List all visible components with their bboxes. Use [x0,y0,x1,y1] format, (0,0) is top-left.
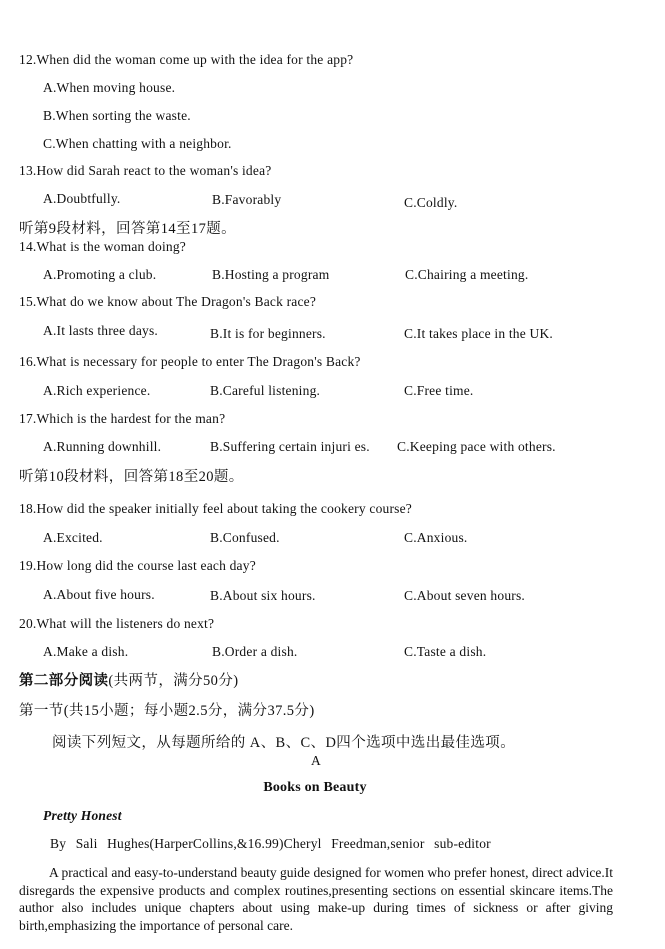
question-19: 19.How long did the course last each day? [19,558,256,573]
q14-option-c: C.Chairing a meeting. [405,267,529,282]
q18-option-c: C.Anxious. [404,530,468,545]
q20-option-b: B.Order a dish. [212,644,298,659]
q15-option-c: C.It takes place in the UK. [404,326,553,341]
q15-option-a: A.It lasts three days. [43,323,158,338]
q13-option-b: B.Favorably [212,192,282,207]
q19-option-a: A.About five hours. [43,587,155,602]
q14-option-b: B.Hosting a program [212,267,330,282]
question-18: 18.How did the speaker initially feel about taking the cookery course? [19,501,413,516]
q18-option-b: B.Confused. [210,530,280,545]
q18-option-a: A.Excited. [43,530,103,545]
q16-option-a: A.Rich experience. [43,383,151,398]
q17-option-a: A.Running downhill. [43,439,162,454]
q20-option-a: A.Make a dish. [43,644,129,659]
q12-option-c: C.When chatting with a neighbor. [43,136,232,151]
book-title: Pretty Honest [43,808,122,823]
passage-letter: A [311,753,321,768]
part-two-heading [19,673,238,689]
reading-instruction: 阅读下列短文，从每题所给的 A、B、C、D四个选项中选出最佳选项。 [52,735,516,751]
q19-option-b: B.About six hours. [210,588,316,603]
book-review-paragraph [19,864,613,934]
q16-option-b: B.Careful listening. [210,383,321,398]
part-two-score: (共两节，满分50分) [108,673,239,689]
q13-option-c: C.Coldly. [404,195,458,210]
question-12: 12.When did the woman come up with the idea for the app? [19,52,354,67]
book-review-text: A practical and easy-to-understand beauty guide designed for women who prefer honest, direct advice.It disregards the expensive products and complex routines,presenting sections on essential skincare items.The author also includes unique chapters about using make-up during times of sickness or after giving birth,emphasizing the importance of personal care. [19,865,613,933]
question-14: 14.What is the woman doing? [19,239,186,254]
section-one-heading: 第一节(共15小题；每小题2.5分，满分37.5分) [19,703,315,719]
question-15: 15.What do we know about The Dragon's Back race? [19,294,317,309]
passage-title: Books on Beauty [263,780,367,795]
q12-option-b: B.When sorting the waste. [43,108,191,123]
q12-option-a: A.When moving house. [43,80,176,95]
question-13: 13.How did Sarah react to the woman's idea? [19,163,272,178]
listening-material-10-instruction: 听第10段材料，回答第18至20题。 [19,469,244,485]
q20-option-c: C.Taste a dish. [404,644,487,659]
question-16: 16.What is necessary for people to enter The Dragon's Back? [19,354,361,369]
q17-option-b: B.Suffering certain injuri es. [210,439,370,454]
q16-option-c: C.Free time. [404,383,474,398]
question-20: 20.What will the listeners do next? [19,616,215,631]
q17-option-c: C.Keeping pace with others. [397,439,556,454]
book-byline: By Sali Hughes(HarperCollins,&16.99)Cheryl Freedman,senior sub-editor [50,836,491,851]
part-two-title: 第二部分阅读 [19,673,109,689]
question-17: 17.Which is the hardest for the man? [19,411,226,426]
q15-option-b: B.It is for beginners. [210,326,326,341]
listening-material-9-instruction: 听第9段材料，回答第14至17题。 [19,221,237,237]
q14-option-a: A.Promoting a club. [43,267,157,282]
q19-option-c: C.About seven hours. [404,588,525,603]
q13-option-a: A.Doubtfully. [43,191,121,206]
